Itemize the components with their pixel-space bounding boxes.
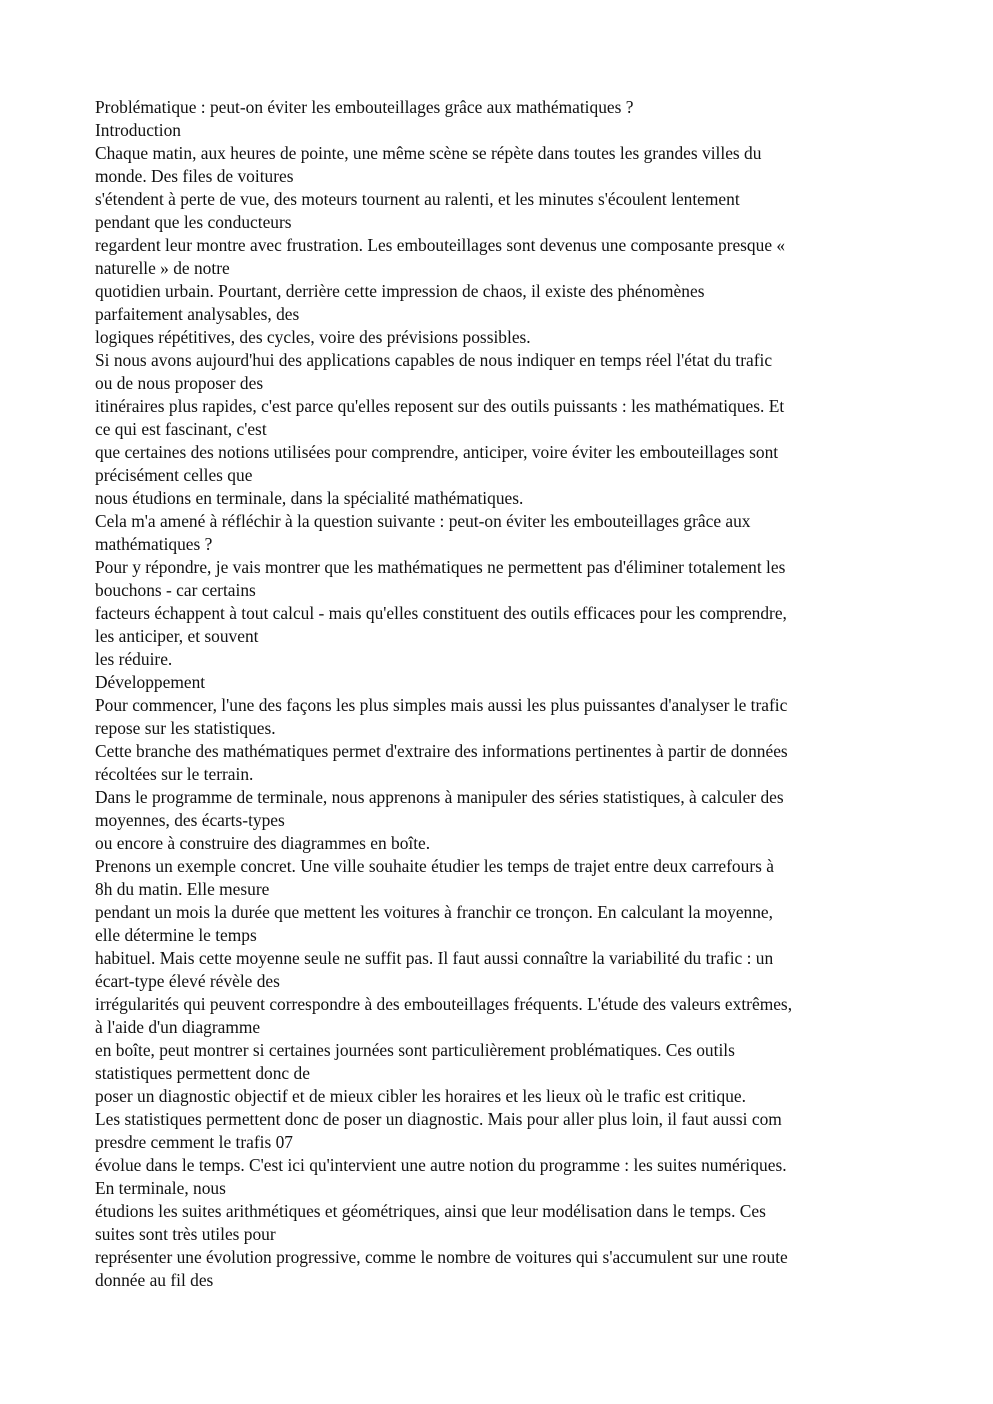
text-line: ou de nous proposer des: [95, 373, 264, 393]
text-line: Développement: [95, 672, 206, 692]
text-line: irrégularités qui peuvent correspondre à des embouteillages fréquents. L'étude des valeurs extrêmes,: [95, 994, 793, 1014]
text-line: Prenons un exemple concret. Une ville souhaite étudier les temps de trajet entre deux carrefours à: [95, 856, 774, 876]
text-line: logiques répétitives, des cycles, voire des prévisions possibles.: [95, 327, 531, 347]
text-line: repose sur les statistiques.: [95, 718, 276, 738]
text-line: elle détermine le temps: [95, 925, 257, 945]
text-line: étudions les suites arithmétiques et géométriques, ainsi que leur modélisation dans le temps. Ces: [95, 1201, 766, 1221]
text-line: parfaitement analysables, des: [95, 304, 300, 324]
text-line: les réduire.: [95, 649, 173, 669]
text-line: moyennes, des écarts-types: [95, 810, 285, 830]
text-line: écart-type élevé révèle des: [95, 971, 280, 991]
text-line: Pour commencer, l'une des façons les plus simples mais aussi les plus puissantes d'analyser le trafic: [95, 695, 788, 715]
text-line: ou encore à construire des diagrammes en boîte.: [95, 833, 431, 853]
text-line: presdre cemment le trafis 07: [95, 1132, 293, 1152]
text-line: nous étudions en terminale, dans la spécialité mathématiques.: [95, 488, 524, 508]
text-line: Introduction: [95, 120, 181, 140]
text-line: Cela m'a amené à réfléchir à la question suivante : peut-on éviter les embouteillages grâce aux: [95, 511, 751, 531]
text-line: évolue dans le temps. C'est ici qu'intervient une autre notion du programme : les suites numériques.: [95, 1155, 787, 1175]
text-line: en boîte, peut montrer si certaines journées sont particulièrement problématiques. Ces outils: [95, 1040, 735, 1060]
text-line: quotidien urbain. Pourtant, derrière cette impression de chaos, il existe des phénomènes: [95, 281, 705, 301]
text-line: représenter une évolution progressive, comme le nombre de voitures qui s'accumulent sur une route: [95, 1247, 788, 1267]
text-line: regardent leur montre avec frustration. Les embouteillages sont devenus une composante presque «: [95, 235, 786, 255]
text-line: s'étendent à perte de vue, des moteurs tournent au ralenti, et les minutes s'écoulent lentement: [95, 189, 740, 209]
text-line: statistiques permettent donc de: [95, 1063, 310, 1083]
text-line: que certaines des notions utilisées pour comprendre, anticiper, voire éviter les embouteillages sont: [95, 442, 779, 462]
text-line: Cette branche des mathématiques permet d'extraire des informations pertinentes à partir de données: [95, 741, 788, 761]
text-line: à l'aide d'un diagramme: [95, 1017, 261, 1037]
text-line: mathématiques ?: [95, 534, 213, 554]
text-line: itinéraires plus rapides, c'est parce qu'elles reposent sur des outils puissants : les mathématiques. Et: [95, 396, 785, 416]
text-line: récoltées sur le terrain.: [95, 764, 254, 784]
text-line: Si nous avons aujourd'hui des applications capables de nous indiquer en temps réel l'état du trafic: [95, 350, 773, 370]
text-line: 8h du matin. Elle mesure: [95, 879, 270, 899]
text-line: poser un diagnostic objectif et de mieux cibler les horaires et les lieux où le trafic est critique.: [95, 1086, 746, 1106]
text-line: naturelle » de notre: [95, 258, 230, 278]
text-line: Chaque matin, aux heures de pointe, une même scène se répète dans toutes les grandes villes du: [95, 143, 762, 163]
text-line: suites sont très utiles pour: [95, 1224, 276, 1244]
text-line: donnée au fil des: [95, 1270, 214, 1290]
text-line: habituel. Mais cette moyenne seule ne suffit pas. Il faut aussi connaître la variabilité du trafic : un: [95, 948, 774, 968]
text-line: précisément celles que: [95, 465, 253, 485]
text-line: les anticiper, et souvent: [95, 626, 259, 646]
text-line: ce qui est fascinant, c'est: [95, 419, 267, 439]
text-line: Dans le programme de terminale, nous apprenons à manipuler des séries statistiques, à calculer des: [95, 787, 784, 807]
text-line: facteurs échappent à tout calcul - mais qu'elles constituent des outils efficaces pour les comprendre,: [95, 603, 787, 623]
text-line: En terminale, nous: [95, 1178, 226, 1198]
text-line: Les statistiques permettent donc de poser un diagnostic. Mais pour aller plus loin, il faut aussi com: [95, 1109, 782, 1129]
text-line: Problématique : peut-on éviter les embouteillages grâce aux mathématiques ?: [95, 97, 634, 117]
text-line: pendant que les conducteurs: [95, 212, 292, 232]
text-line: monde. Des files de voitures: [95, 166, 294, 186]
text-line: bouchons - car certains: [95, 580, 256, 600]
text-line: pendant un mois la durée que mettent les voitures à franchir ce tronçon. En calculant la moyenne,: [95, 902, 773, 922]
text-line: Pour y répondre, je vais montrer que les mathématiques ne permettent pas d'éliminer totalement les: [95, 557, 786, 577]
document-body: [95, 96, 910, 1292]
